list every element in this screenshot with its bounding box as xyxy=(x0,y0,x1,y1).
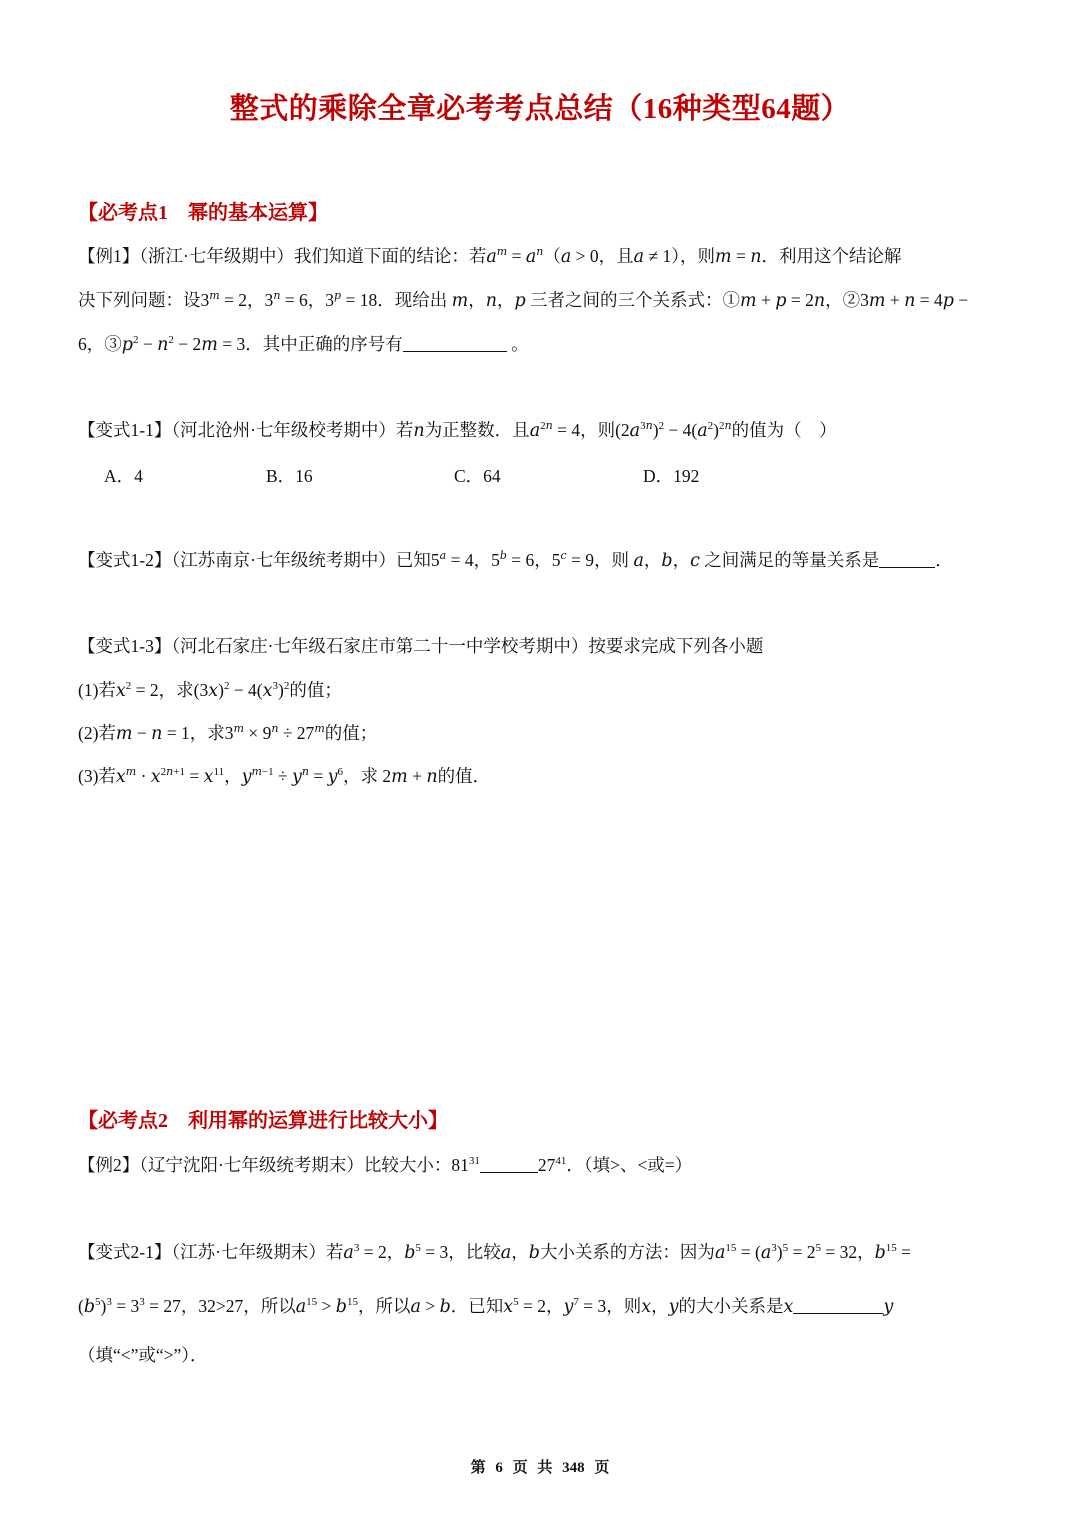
option-b[interactable]: B．16 xyxy=(266,466,313,486)
option-c[interactable]: C．64 xyxy=(454,466,501,486)
variant-1-3-q3: (3)若$x^m \cdot x^{2n+1} = x^{11}$，$y^{m-1} \div y^n = y^6$，求 2m + n的值． xyxy=(78,765,491,787)
variant-1-2-tag: 【变式1-2】 xyxy=(78,550,172,570)
variant-1-3-line-1: 【变式1-3】（河北石家庄·七年级石家庄市第二十一中学校考期中）按要求完成下列各小题 xyxy=(78,636,764,656)
page-footer: 第 6 页 共 348 页 xyxy=(470,1460,610,1476)
options-row xyxy=(104,463,804,487)
variant-1-1-tag: 【变式1-1】 xyxy=(78,420,172,440)
answer-blank[interactable] xyxy=(793,1297,883,1314)
variant-2-1-tag: 【变式2-1】 xyxy=(78,1242,172,1262)
example-2-tag: 【例2】 xyxy=(78,1155,140,1175)
answer-blank[interactable] xyxy=(879,551,935,568)
page-title: 整式的乘除全章必考考点总结（16种类型64题） xyxy=(229,93,851,125)
option-a[interactable]: A．4 xyxy=(104,466,143,486)
example-2-line-1: 【例2】（辽宁沈阳·七年级统考期末）比较大小：$81^{31}$ $27^{41}$．（填>、<或=） xyxy=(78,1155,693,1175)
example-1-line-2: 决下列问题：设$3^m = 2$，$3^n = 6$，$3^p = 18$．现给出 m，n，p 三者之间的三个关系式：①m + p = 2n，②3m + n = 4p − xyxy=(78,289,969,311)
example-1-source: （浙江·七年级期中） xyxy=(139,246,294,266)
option-d[interactable]: D．192 xyxy=(643,466,700,486)
variant-1-3-q1: (1)若$x^2 = 2$，求$(3x)^2 - 4(x^3)^2$的值； xyxy=(78,680,342,701)
answer-blank[interactable] xyxy=(480,1156,538,1173)
variant-1-2-line-1: 【变式1-2】（江苏南京·七年级统考期中）已知$5^a = 4$，$5^b = 6$，$5^c = 9$，则 a，b，c 之间满足的等量关系是 ． xyxy=(78,549,953,571)
variant-1-3-tag: 【变式1-3】 xyxy=(78,636,172,656)
variant-2-1-line-1: 【变式2-1】（江苏·七年级期末）若$a^3 = 2$，$b^5 = 3$，比较a，b大小关系的方法：因为$a^{15} = (a^3)^5 = 2^5 = 32$，$b^{15}$ = xyxy=(78,1242,912,1263)
example-1-line-3: 6，$③p^2 - n^2 - 2m = 3$．其中正确的序号有 。 xyxy=(78,334,529,355)
variant-2-1-line-2: $(b^5)^3 = 3^3 = 27$，32>27，所以$a^{15} > b^{15}$，所以a > b．已知$x^5 = 2$，$y^7 = 3$，则x，y的大小关系是x y xyxy=(78,1296,894,1317)
section-heading-1: 【必考点1 幂的基本运算】 xyxy=(78,202,328,224)
answer-blank[interactable] xyxy=(403,335,507,352)
variant-2-1-line-3: （填“<”或“>”）． xyxy=(78,1345,208,1365)
section-heading-2: 【必考点2 利用幂的运算进行比较大小】 xyxy=(78,1110,448,1132)
variant-1-3-q2: (2)若m − n = 1，求$3^m \times 9^n \div 27^m$的值； xyxy=(78,722,378,744)
example-1-tag: 【例1】 xyxy=(78,246,140,266)
example-1-line-1: 【例1】（浙江·七年级期中）我们知道下面的结论：若$a^m = a^n(a > 0$，且a ≠ 1），则m = n．利用这个结论解 xyxy=(78,245,902,267)
variant-1-1-line-1: 【变式1-1】（河北沧州·七年级校考期中）若n为正整数．且$a^{2n} = 4$，则$(2a^{3n})^2 - 4(a^2)^{2n}$的值为（ ） xyxy=(78,419,837,441)
